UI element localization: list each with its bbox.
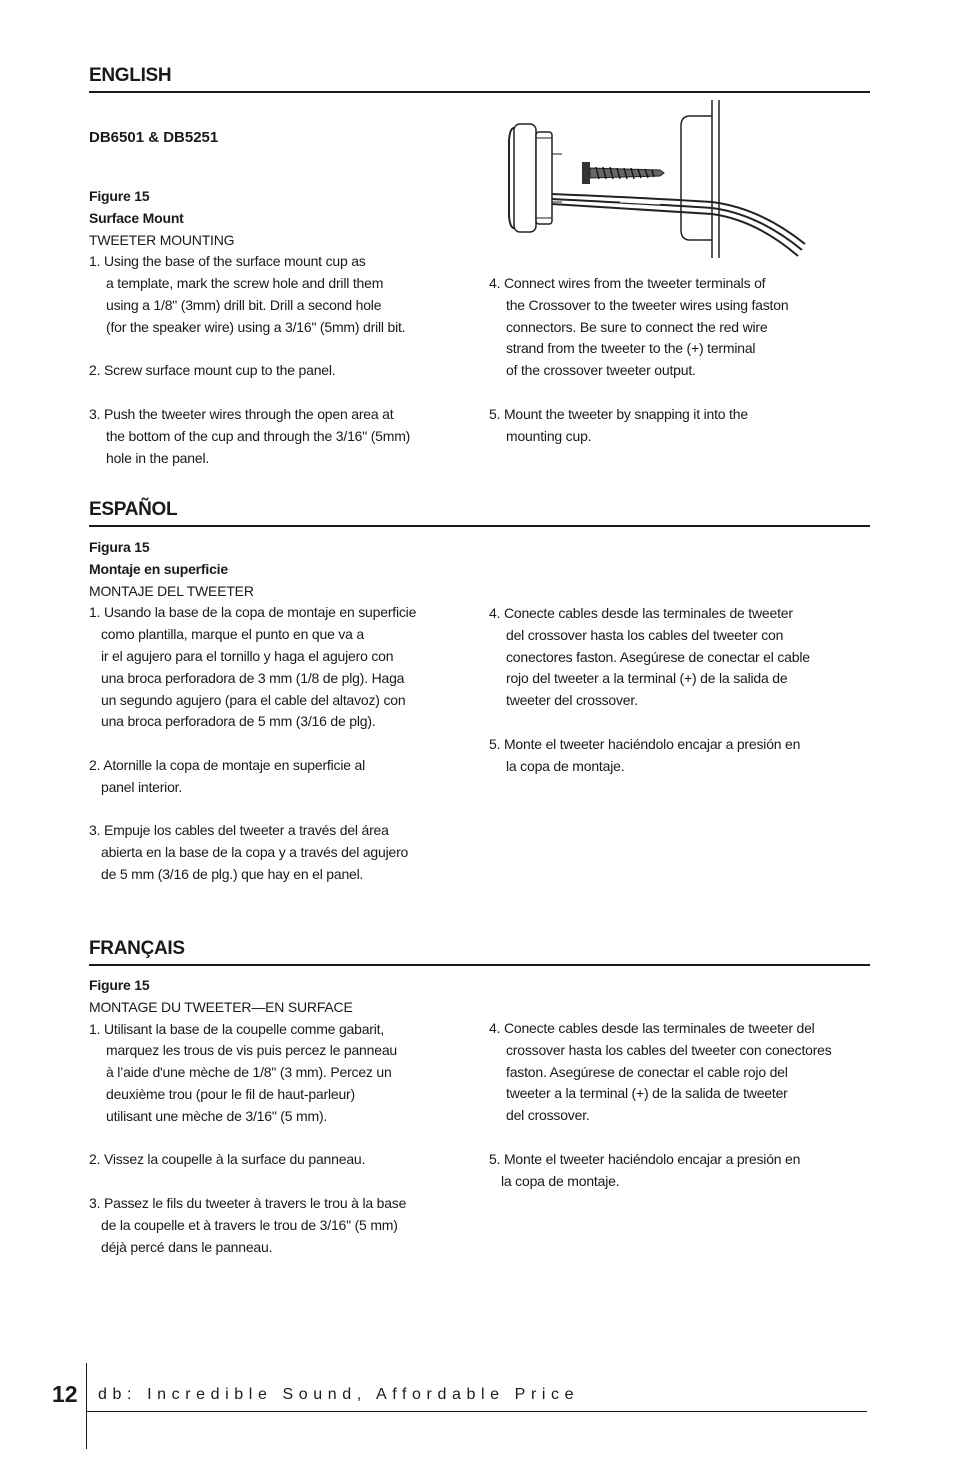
instruction-line: of the crossover tweeter output. — [506, 362, 696, 379]
instruction-line: del crossover hasta los cables del tweeter con — [506, 626, 784, 643]
instruction-line: utilisant une mèche de 3/16" (5 mm). — [106, 1107, 328, 1124]
instruction-line: 4. Conecte cables desde las terminales de tweeter del — [489, 1020, 815, 1036]
footer-vertical-rule — [86, 1363, 87, 1449]
instruction-line: 4. Connect wires from the tweeter terminals of — [489, 275, 766, 291]
instruction-line: 5. Mount the tweeter by snapping it into the — [489, 405, 748, 422]
instruction-line: hole in the panel. — [106, 449, 210, 466]
instruction-line: una broca perforadora de 5 mm (3/16 de plg). — [101, 713, 376, 730]
model-heading: DB6501 & DB5251 — [89, 129, 219, 146]
tweeter-mounting-illustration — [500, 98, 810, 260]
instruction-line: rojo del tweeter a la terminal (+) de la salida de — [506, 670, 788, 687]
instruction-line: 5. Monte el tweeter haciéndolo encajar a presión en — [489, 735, 801, 752]
instruction-line: strand from the tweeter to the (+) terminal — [506, 340, 756, 357]
figure-label: Figure 15 — [89, 977, 150, 993]
page-number: 12 — [52, 1381, 78, 1407]
instruction-line: 2. Screw surface mount cup to the panel. — [89, 362, 336, 379]
instruction-line: abierta en la base de la copa y a través del agujero — [101, 844, 409, 861]
francais-right-column — [489, 1018, 869, 1192]
instruction-line: (for the speaker wire) using a 3/16" (5mm) drill bit. — [106, 318, 406, 335]
instruction-line: deuxième trou (pour le fil de haut-parleur) — [106, 1085, 355, 1102]
espanol-right-column — [489, 603, 869, 777]
instruction-line: the Crossover to the tweeter wires using faston — [506, 296, 789, 313]
instruction-line: conectores faston. Asegúrese de conectar el cable — [506, 648, 810, 665]
instruction-line: la copa de montaje. — [506, 757, 625, 774]
espanol-left-column — [89, 537, 469, 886]
section-rule — [89, 91, 870, 93]
instruction-line: 5. Monte el tweeter haciéndolo encajar a presión en — [489, 1150, 801, 1167]
english-left-column — [89, 186, 449, 469]
instruction-line: a template, mark the screw hole and drill them — [106, 275, 384, 292]
instruction-line: 4. Conecte cables desde las terminales de tweeter — [489, 605, 793, 621]
instruction-line: mounting cup. — [506, 427, 592, 444]
instruction-line: una broca perforadora de 3 mm (1/8 de plg). Haga — [101, 669, 405, 686]
instruction-line: de 5 mm (3/16 de plg.) que hay en el panel. — [101, 865, 364, 882]
instruction-line: tweeter del crossover. — [506, 692, 638, 709]
instruction-line: faston. Asegúrese de conectar el cable rojo del — [506, 1063, 788, 1080]
instruction-line: 1. Utilisant la base de la coupelle comme gabarit, — [89, 1020, 385, 1037]
section-title-english: ENGLISH — [89, 65, 172, 86]
instruction-line: panel interior. — [101, 778, 183, 795]
instruction-line: déjà percé dans le panneau. — [101, 1238, 273, 1255]
instruction-line: la copa de montaje. — [501, 1172, 620, 1189]
section-rule — [89, 964, 870, 966]
figure-subtitle: TWEETER MOUNTING — [89, 231, 235, 248]
footer-tagline: db: Incredible Sound, Affordable Price — [98, 1386, 580, 1403]
instruction-line: 3. Empuje los cables del tweeter a través del área — [89, 822, 389, 839]
instruction-line: ir el agujero para el tornillo y haga el agujero con — [101, 647, 394, 664]
figure-subtitle: MONTAJE DEL TWEETER — [89, 582, 254, 599]
instruction-line: un segundo agujero (para el cable del altavoz) con — [101, 691, 406, 708]
francais-left-column — [89, 975, 469, 1258]
footer-horizontal-rule — [86, 1411, 867, 1412]
figure-title: Montaje en superficie — [89, 560, 228, 577]
section-title-francais: FRANÇAIS — [89, 938, 185, 959]
instruction-line: crossover hasta los cables del tweeter con conectores — [506, 1041, 832, 1058]
section-rule — [89, 525, 870, 527]
section-title-espanol: ESPAÑOL — [89, 499, 178, 520]
instruction-line: de la coupelle et à travers le trou de 3/16" (5 mm) — [101, 1216, 398, 1233]
instruction-line: 1. Using the base of the surface mount cup as — [89, 253, 366, 270]
instruction-line: 2. Vissez la coupelle à la surface du panneau. — [89, 1151, 366, 1168]
instruction-line: marquez les trous de vis puis percez le panneau — [106, 1042, 397, 1059]
instruction-line: del crossover. — [506, 1107, 590, 1124]
instruction-line: 3. Passez le fils du tweeter à travers le trou à la base — [89, 1194, 407, 1211]
figure-label: Figura 15 — [89, 539, 150, 555]
instruction-line: tweeter a la terminal (+) de la salida de tweeter — [506, 1085, 788, 1102]
figure-label: Figure 15 — [89, 188, 150, 204]
instruction-line: à l’aide d'une mèche de 1/8" (3 mm). Percez un — [106, 1064, 392, 1081]
instruction-line: the bottom of the cup and through the 3/16" (5mm) — [106, 427, 411, 444]
instruction-line: 1. Usando la base de la copa de montaje en superficie — [89, 604, 417, 621]
english-right-column — [489, 273, 869, 447]
instruction-line: connectors. Be sure to connect the red wire — [506, 318, 768, 335]
instruction-line: como plantilla, marque el punto en que va a — [101, 626, 365, 643]
instruction-line: 3. Push the tweeter wires through the open area at — [89, 405, 394, 422]
figure-subtitle: MONTAGE DU TWEETER—EN SURFACE — [89, 998, 353, 1015]
instruction-line: using a 1/8" (3mm) drill bit. Drill a second hole — [106, 296, 382, 313]
figure-title: Surface Mount — [89, 209, 184, 226]
instruction-line: 2. Atornille la copa de montaje en superficie al — [89, 756, 366, 773]
